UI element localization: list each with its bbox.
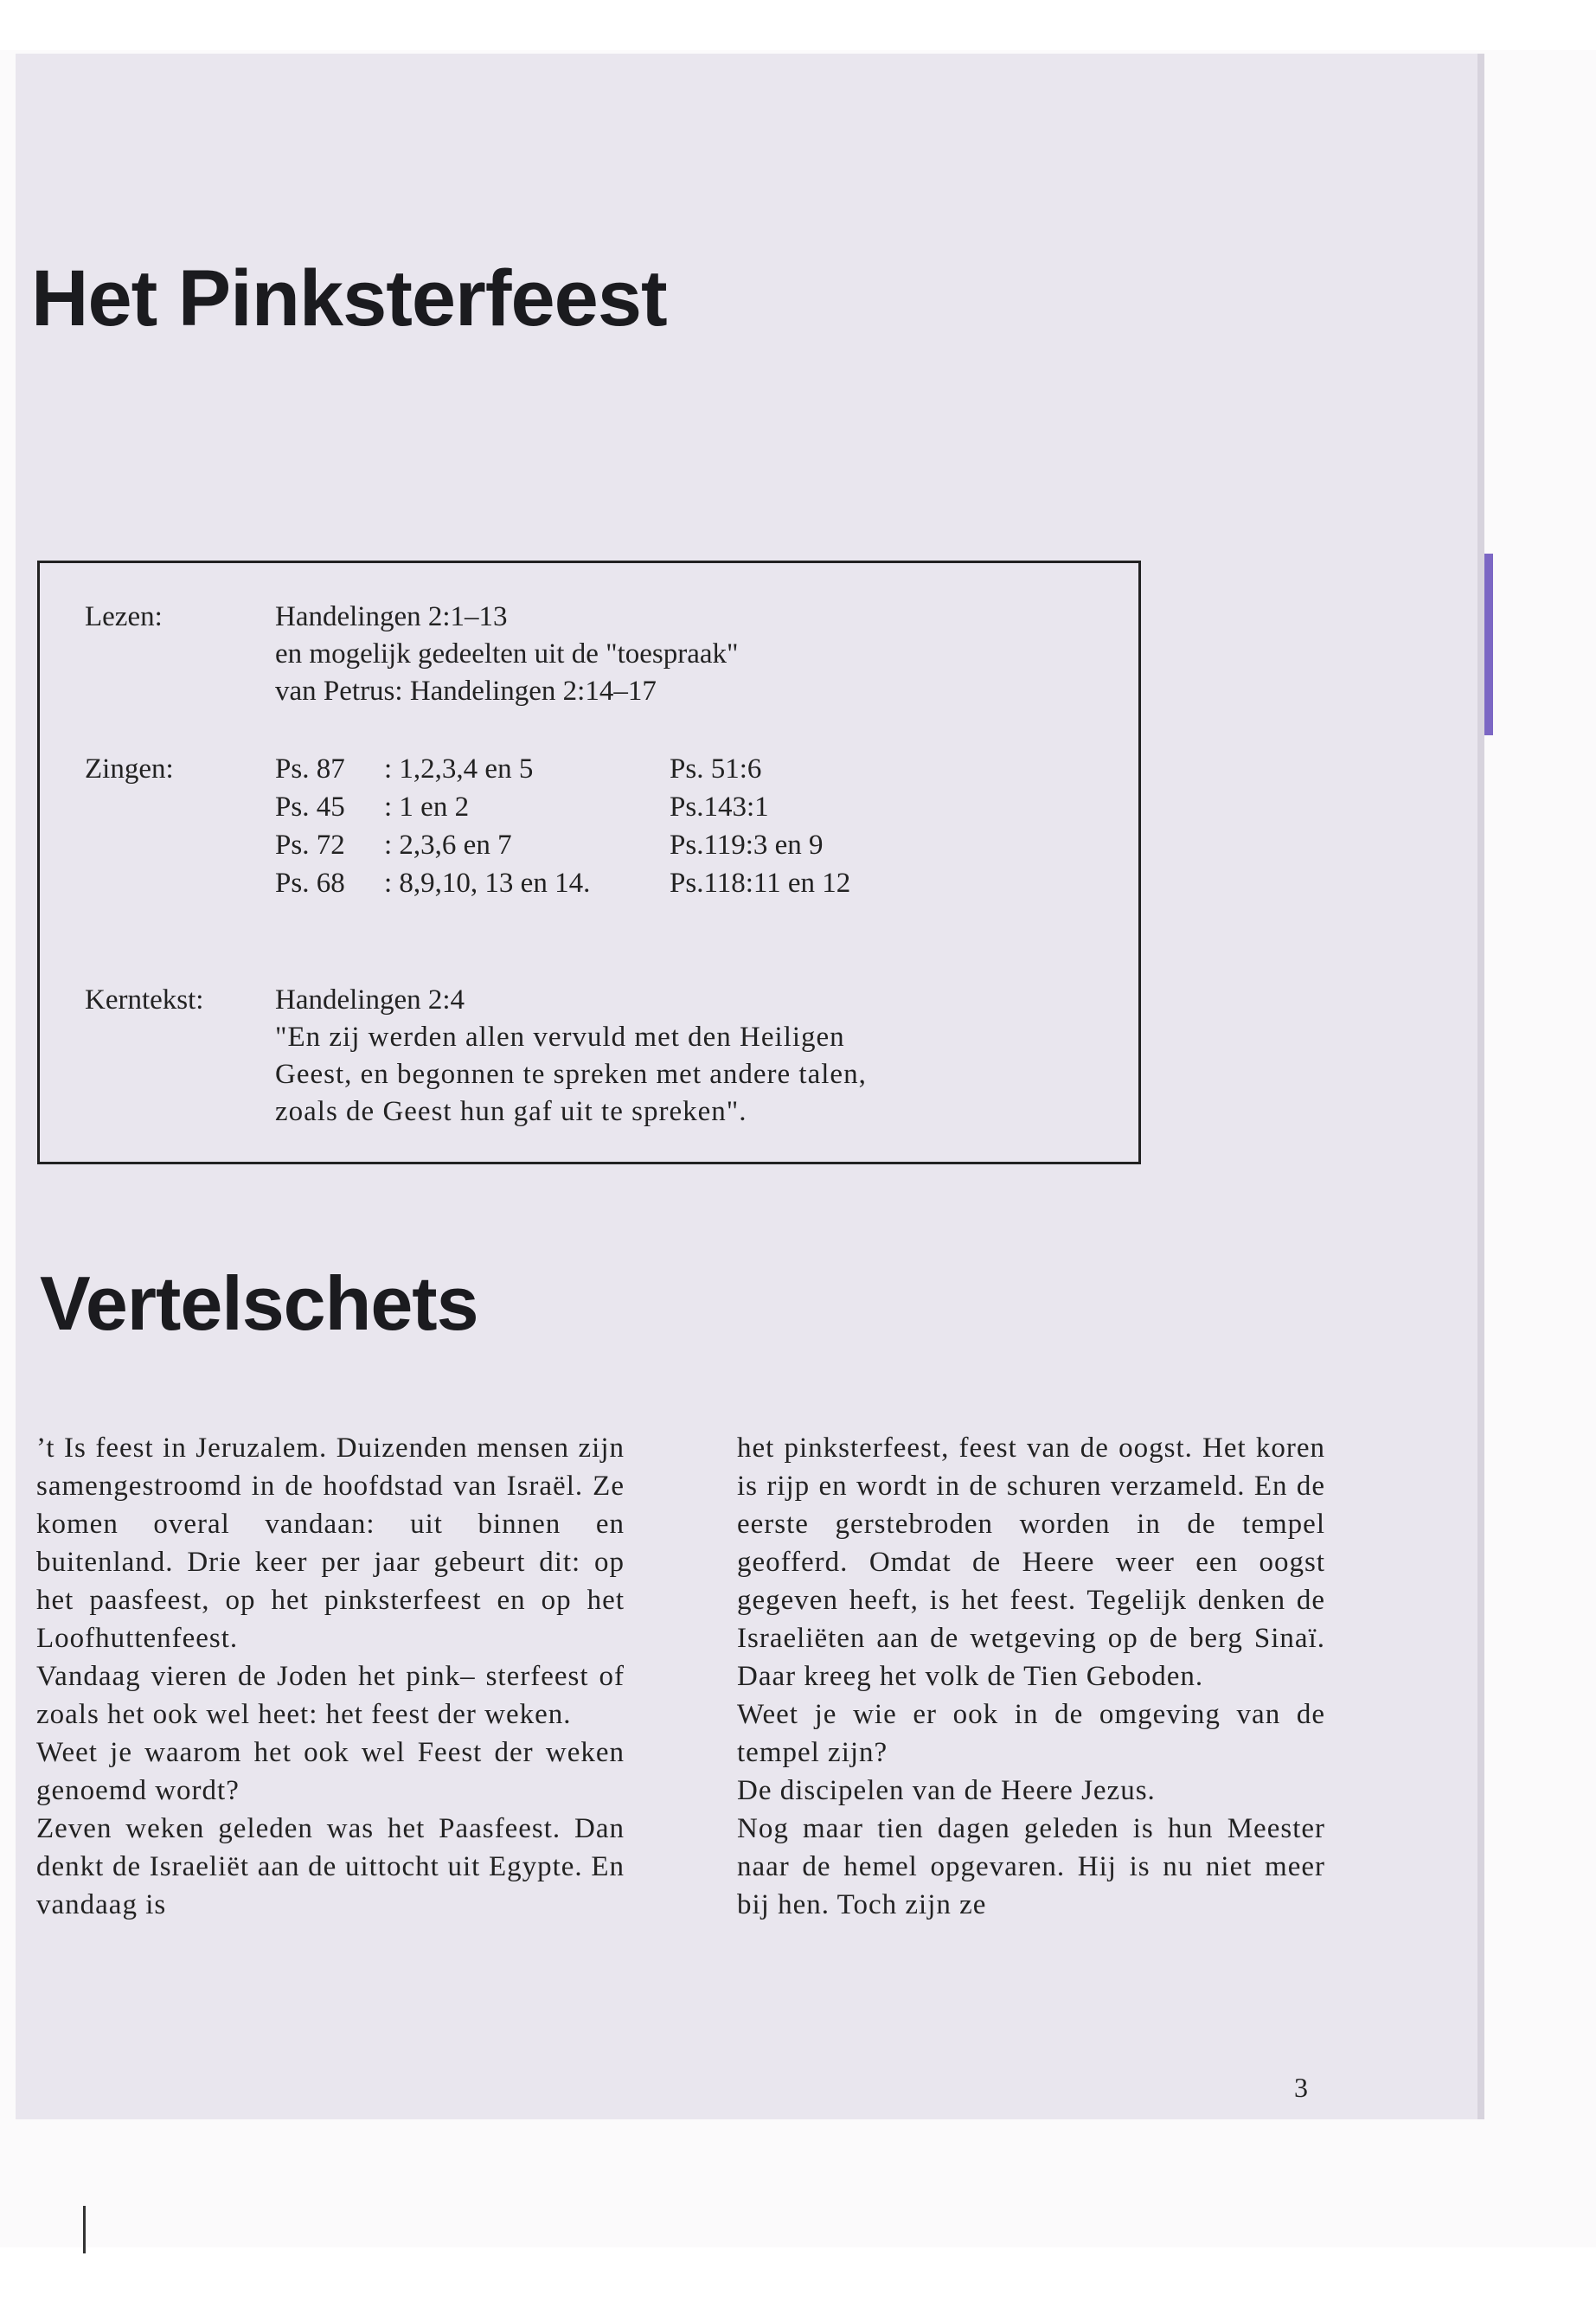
paragraph: De discipelen van de Heere Jezus. [737, 1775, 1156, 1806]
psalm-row [275, 790, 850, 828]
psalm-row [275, 752, 850, 790]
paragraph: ’t Is feest in Jeruzalem. Duizenden mensen zijn samengestroomd in de hoofdstad van Israël. Ze komen overal vandaan: uit binnen en buitenland. Drie keer per jaar gebeurt dit: op het paasfeest, op het pinksterfeest en op het Loofhuttenfeest. [36, 1433, 625, 1654]
story-column-right [737, 1429, 1325, 1924]
psalm-number: Ps. 72 [275, 830, 345, 861]
psalm-alternative: Ps. 51:6 [670, 753, 762, 785]
section-title: Vertelschets [40, 1260, 478, 1346]
story-column-left [36, 1429, 625, 1924]
psalm-verses: : 8,9,10, 13 en 14. [384, 868, 591, 899]
psalm-alternative: Ps.118:11 en 12 [670, 868, 851, 899]
page-title: Het Pinksterfeest [31, 254, 667, 343]
kerntekst-reference: Handelingen 2:4 [275, 984, 465, 1016]
psalm-verses: : 1 en 2 [384, 792, 470, 823]
psalm-number: Ps. 87 [275, 753, 345, 785]
psalm-alternative: Ps.119:3 en 9 [670, 830, 824, 861]
paragraph: het pinksterfeest, feest van de oogst. Het koren is rijp en wordt in de schuren verzameld. En de eerste gerstebroden worden in de tempel geofferd. Omdat de Heere weer een oogst gegeven heeft, is het feest. Tegelijk denken de Israeliëten aan de wetgeving op de berg Sinaï. Daar kreeg het volk de Tien Geboden. [737, 1433, 1325, 1692]
zingen-label: Zingen: [85, 753, 174, 785]
kerntekst-line-1: "En zij werden allen vervuld met den Heiligen [275, 1022, 845, 1053]
reading-info-box [37, 561, 1141, 1164]
paragraph: Vandaag vieren de Joden het pink– sterfeest of zoals het ook wel heet: het feest der weken. [36, 1661, 625, 1730]
kerntekst-label: Kerntekst: [85, 984, 204, 1016]
page-edge-shadow [1477, 54, 1484, 2119]
page-number: 3 [1294, 2072, 1308, 2103]
kerntekst-line-3: zoals de Geest hun gaf uit te spreken". [275, 1096, 747, 1127]
lezen-line-2: en mogelijk gedeelten uit de "toespraak" [275, 638, 739, 670]
psalm-verses: : 1,2,3,4 en 5 [384, 753, 534, 785]
paragraph: Weet je waarom het ook wel Feest der weken genoemd wordt? [36, 1737, 625, 1806]
psalm-number: Ps. 45 [275, 792, 345, 823]
psalm-alternative: Ps.143:1 [670, 792, 769, 823]
psalm-row [275, 866, 850, 904]
kerntekst-line-2: Geest, en begonnen te spreken met andere talen, [275, 1059, 867, 1090]
paragraph: Nog maar tien dagen geleden is hun Meester naar de hemel opgevaren. Hij is nu niet meer bij hen. Toch zijn ze [737, 1813, 1325, 1920]
lezen-label: Lezen: [85, 601, 163, 632]
paragraph: Weet je wie er ook in de omgeving van de tempel zijn? [737, 1699, 1325, 1768]
psalm-verses: : 2,3,6 en 7 [384, 830, 512, 861]
lezen-line-3: van Petrus: Handelingen 2:14–17 [275, 676, 657, 707]
lezen-line-1: Handelingen 2:1–13 [275, 601, 508, 632]
page-marker-strip [1484, 554, 1493, 735]
psalm-row [275, 828, 850, 866]
psalm-table [275, 752, 850, 904]
paragraph: Zeven weken geleden was het Paasfeest. Dan denkt de Israeliët aan de uittocht uit Egypte. En vandaag is [36, 1813, 625, 1920]
psalm-number: Ps. 68 [275, 868, 345, 899]
margin-mark [83, 2206, 86, 2253]
